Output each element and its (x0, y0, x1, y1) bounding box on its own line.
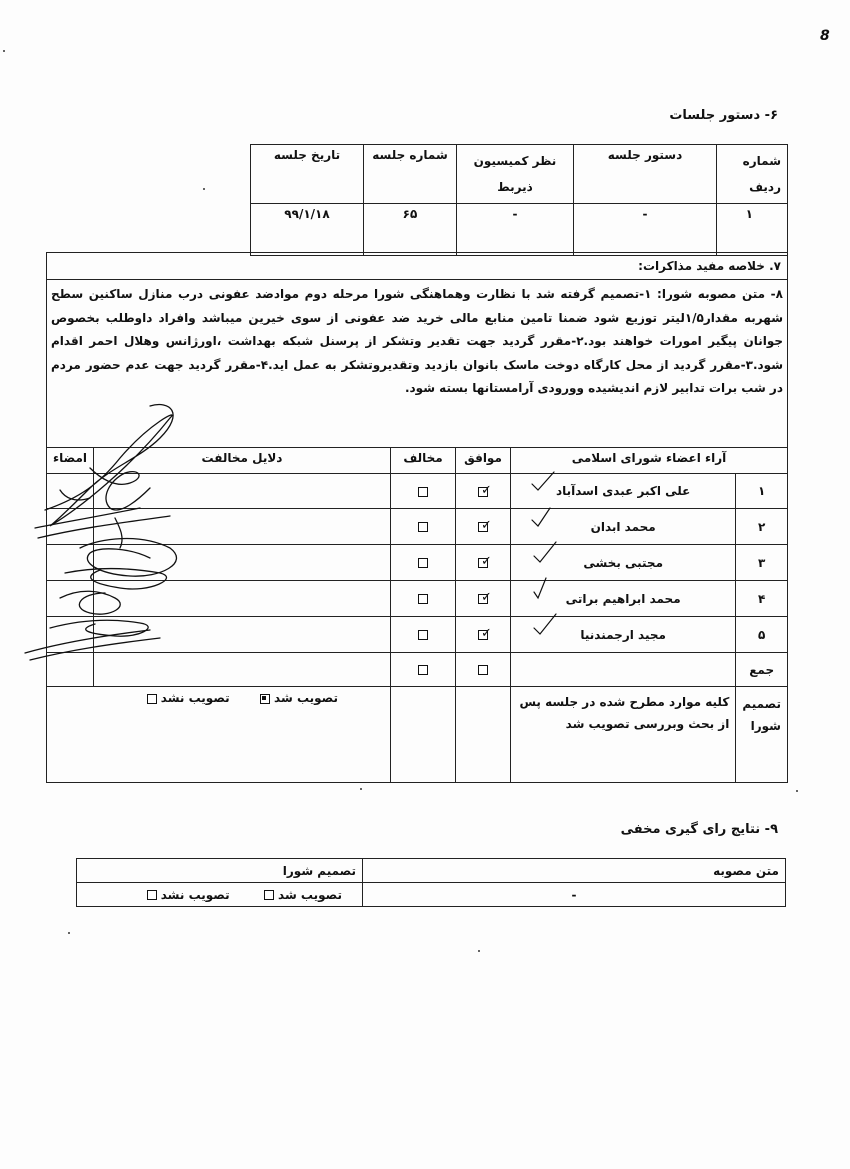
secret-approved-label: تصویب شد (278, 887, 342, 902)
table-row (47, 617, 788, 653)
disagree-cell (391, 545, 456, 581)
member-no: ۳ (736, 545, 788, 581)
agree-cell (456, 617, 511, 653)
table-row (47, 474, 788, 509)
section-6-title: ۶- دستور جلسات (669, 108, 778, 123)
section-8-text: ۸- متن مصوبه شورا: ۱-تصمیم گرفته شد با نظارت وهماهنگی شورا مرحله دوم موادضد عفونی درب منازل ساکنین سطح شهربه مقدار۱/۵لیتر توزیع شود ضمنا تامین منابع مالی خرید ضد عفونی از سوی خیرین میباشد وافراد داوطلب بخصوص جوانان پیگیر امورات خواهند بود.۲-مقرر گردید جهت تقدیر وتشکر از پرسنل شبکه بهداشت ،اورژانس وهلال احمر اقدام شود.۳-مقرر گردید از محل کارگاه دوخت ماسک بانوان بازدید وتقدیروتشکر به عمل اید.۴-مقرر گردید جهت عدم حضور مردم در شب برات تدابیر لازم اندیشیده وورودی آرامستانها بسته شود. (51, 287, 783, 395)
agree-checkbox[interactable]: ✓ (478, 522, 488, 532)
secret-decision-options (77, 883, 363, 907)
signature-cell (47, 545, 94, 581)
member-name: محمد ابدان (511, 509, 736, 545)
member-name: علی اکبر عبدی اسدآباد (511, 474, 736, 509)
header-reasons: دلایل مخالفت (94, 448, 391, 474)
decision-row (47, 687, 788, 783)
agree-cell (456, 545, 511, 581)
agenda-value: - (574, 204, 717, 256)
member-name: مجید ارجمندنیا (511, 617, 736, 653)
page-mark: 8 (820, 28, 830, 44)
agree-cell (456, 474, 511, 509)
header-disagree: مخالف (391, 448, 456, 474)
secret-vote-table (76, 858, 786, 907)
secret-approved-checkbox[interactable] (264, 890, 274, 900)
disagree-cell (391, 474, 456, 509)
disagree-checkbox[interactable] (418, 487, 428, 497)
secret-approved-option[interactable] (264, 888, 342, 902)
session-no-value: ۶۵ (364, 204, 457, 256)
total-row (47, 653, 788, 687)
agree-cell (456, 581, 511, 617)
signature-cell (47, 581, 94, 617)
member-no: ۱ (736, 474, 788, 509)
decision-disagree-cell (391, 687, 456, 783)
reasons-cell (94, 509, 391, 545)
row-no-value: ۱ (717, 204, 788, 256)
commission-value: - (457, 204, 574, 256)
disagree-total-checkbox[interactable] (418, 665, 428, 675)
header-row-no: شماره ردیف (717, 145, 788, 204)
header-agenda: دستور جلسه (574, 145, 717, 204)
disagree-checkbox[interactable] (418, 558, 428, 568)
header-commission: نظر کمیسیون ذیربط (457, 145, 574, 204)
signature-cell (47, 653, 94, 687)
approved-label: تصویب شد (274, 691, 339, 705)
secret-text-label: متن مصوبه (363, 859, 786, 883)
reasons-cell (94, 653, 391, 687)
votes-table (46, 447, 788, 783)
member-no: ۲ (736, 509, 788, 545)
reasons-cell (94, 545, 391, 581)
signature-cell (47, 474, 94, 509)
scan-speck (203, 188, 205, 190)
member-no: ۴ (736, 581, 788, 617)
disagree-cell (391, 617, 456, 653)
session-date-value: ۹۹/۱/۱۸ (251, 204, 364, 256)
section-7-box (46, 252, 788, 280)
disagree-total-cell (391, 653, 456, 687)
header-agree: موافق (456, 448, 511, 474)
scan-speck (478, 950, 480, 952)
agree-total-cell (456, 653, 511, 687)
header-session-no: شماره جلسه (364, 145, 457, 204)
section-9-title: ۹- نتایج رای گیری مخفی (620, 822, 778, 837)
rejected-checkbox[interactable] (147, 694, 157, 704)
signature-cell (47, 617, 94, 653)
decision-options (47, 687, 391, 783)
disagree-checkbox[interactable] (418, 630, 428, 640)
disagree-checkbox[interactable] (418, 522, 428, 532)
disagree-cell (391, 509, 456, 545)
header-members: آراء اعضاء شورای اسلامی (511, 448, 788, 474)
decision-agree-cell (456, 687, 511, 783)
reasons-cell (94, 474, 391, 509)
scan-speck (796, 790, 798, 792)
agree-total-checkbox[interactable] (478, 665, 488, 675)
total-value (511, 653, 736, 687)
agree-checkbox[interactable]: ✓ (478, 558, 488, 568)
secret-rejected-checkbox[interactable] (147, 890, 157, 900)
decision-text: کلیه موارد مطرح شده در جلسه پس از بحث وبررسی تصویب شد (511, 687, 736, 783)
scan-speck (360, 788, 362, 790)
reasons-cell (94, 617, 391, 653)
table-row (47, 545, 788, 581)
secret-rejected-label: تصویب نشد (160, 887, 230, 902)
scan-speck (3, 50, 5, 52)
secret-decision-label: تصمیم شورا (77, 859, 363, 883)
member-no: ۵ (736, 617, 788, 653)
signature-cell (47, 509, 94, 545)
agree-checkbox[interactable]: ✓ (478, 594, 488, 604)
rejected-label: تصویب نشد (160, 691, 230, 705)
approved-option[interactable] (260, 691, 338, 705)
decision-label: تصمیم شورا (736, 687, 788, 783)
member-name: محمد ابراهیم براتی (511, 581, 736, 617)
rejected-option[interactable] (147, 691, 230, 705)
table-row (47, 509, 788, 545)
agree-cell (456, 509, 511, 545)
header-signature: امضاء (47, 448, 94, 474)
member-name: مجتبی بخشی (511, 545, 736, 581)
agree-checkbox[interactable]: ✓ (478, 487, 488, 497)
scan-speck (68, 932, 70, 934)
agenda-table (250, 144, 788, 256)
secret-rejected-option[interactable] (147, 888, 230, 902)
approved-checkbox[interactable] (260, 694, 270, 704)
disagree-checkbox[interactable] (418, 594, 428, 604)
total-label: جمع (736, 653, 788, 687)
agree-checkbox[interactable]: ✓ (478, 630, 488, 640)
secret-text-value: - (363, 883, 786, 907)
section-7-title: ۷. خلاصه مفید مذاکرات: (638, 259, 781, 273)
reasons-cell (94, 581, 391, 617)
section-8-box (46, 279, 788, 447)
header-session-date: تاریخ جلسه (251, 145, 364, 204)
table-row (47, 581, 788, 617)
disagree-cell (391, 581, 456, 617)
